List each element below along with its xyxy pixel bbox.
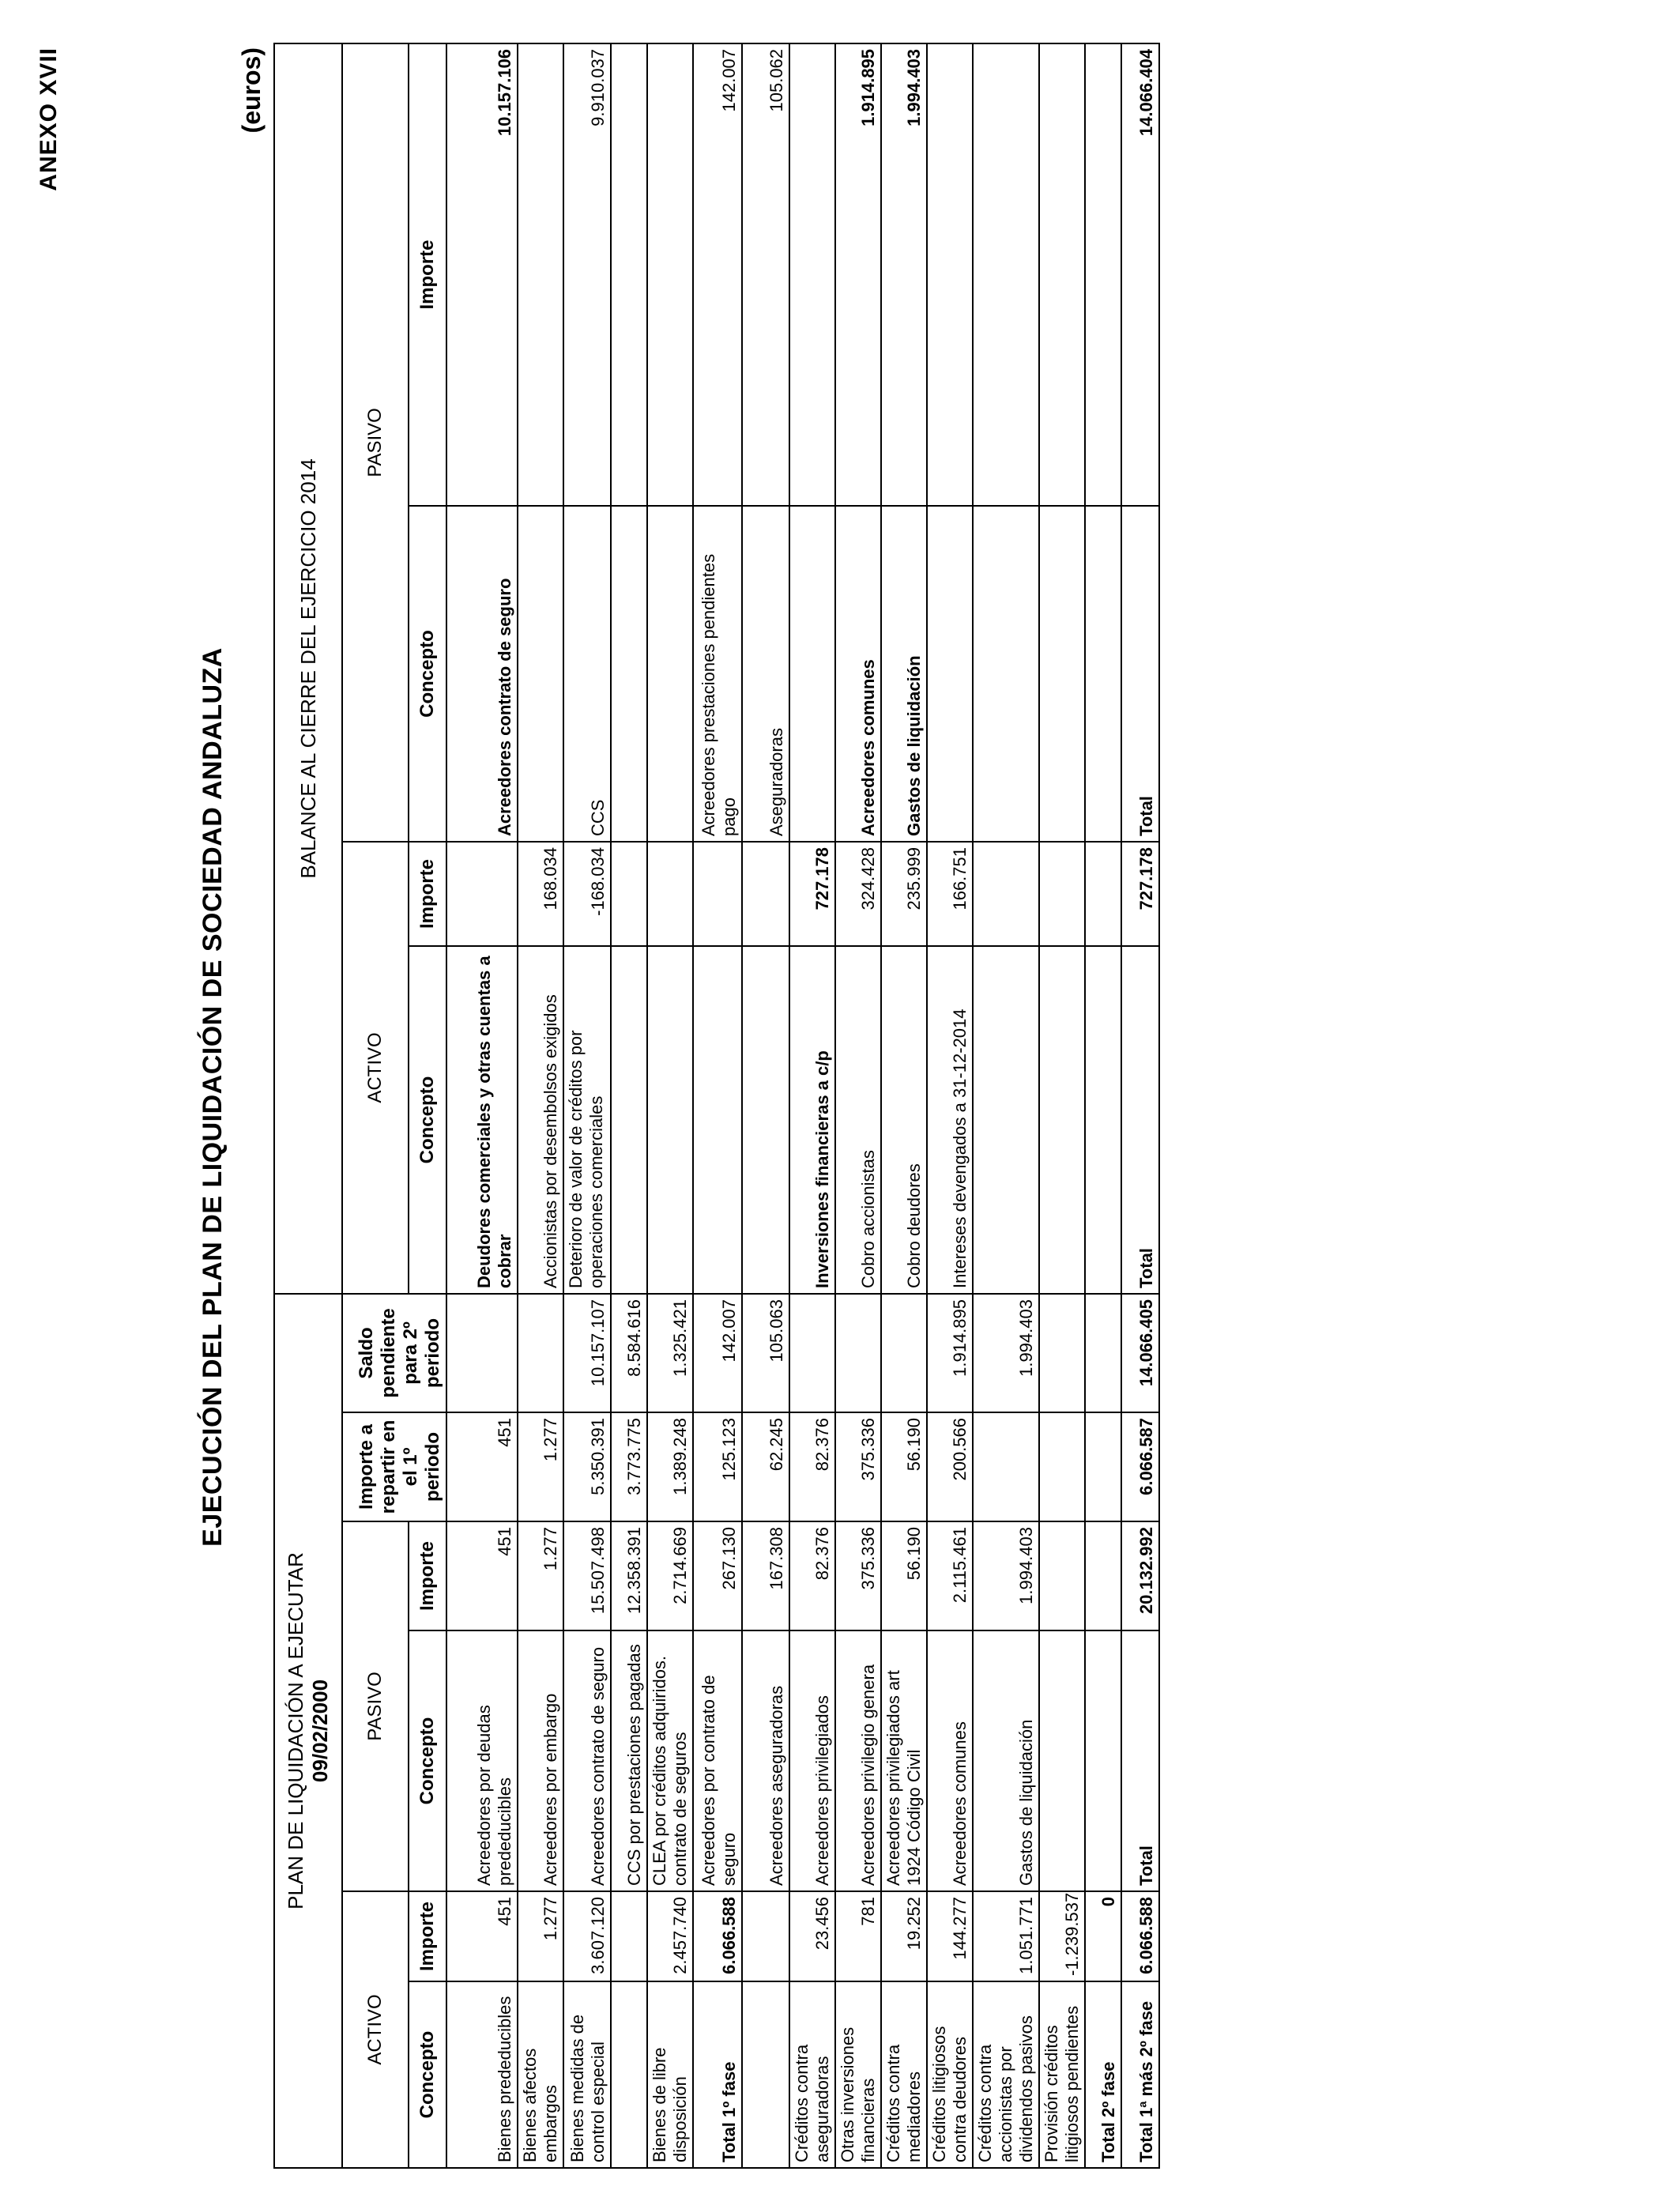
balance-pasivo-concepto-cell — [1039, 506, 1085, 842]
balance-pasivo-concepto-cell: Gastos de liquidación — [881, 506, 927, 842]
balance-pasivo-concepto-cell — [611, 506, 647, 842]
balance-activo-importe-cell — [1085, 842, 1121, 946]
balance-pasivo-importe-cell: 1.994.403 — [881, 43, 927, 506]
plan-pasivo-importe-cell: 1.277 — [518, 1521, 563, 1630]
plan-pasivo-concepto-cell: Acreedores por embargo — [518, 1630, 563, 1891]
table-row — [693, 43, 742, 2168]
plan-activo-importe-cell: 6.066.588 — [693, 1891, 742, 1981]
plan-importe-repartir-cell: 1.389.248 — [647, 1412, 693, 1521]
plan-pasivo-concepto-cell: Acreedores contrato de seguro — [563, 1630, 611, 1891]
balance-pasivo-importe-cell: 9.910.037 — [563, 43, 611, 506]
plan-saldo-pendiente-cell: 105.063 — [742, 1294, 789, 1412]
plan-saldo-pendiente-cell: 10.157.107 — [563, 1294, 611, 1412]
table-row — [927, 43, 973, 2168]
balance-activo-importe-cell: 166.751 — [927, 842, 973, 946]
table-row — [835, 43, 881, 2168]
plan-saldo-pendiente-cell — [518, 1294, 563, 1412]
plan-activo-concepto-cell: Créditos contra mediadores — [881, 1981, 927, 2168]
plan-repartir-header: Importe a repartir en el 1º periodo — [342, 1412, 446, 1521]
balance-section-header: BALANCE AL CIERRE DEL EJERCICIO 2014 — [274, 43, 342, 1294]
plan-activo-concepto-cell: Bienes medidas de control especial — [563, 1981, 611, 2168]
plan-saldo-pendiente-cell: 1.994.403 — [973, 1294, 1039, 1412]
plan-pasivo-importe-header: Importe — [409, 1521, 446, 1630]
plan-pasivo-importe-cell — [1039, 1521, 1085, 1630]
balance-pasivo-concepto-cell: CCS — [563, 506, 611, 842]
plan-activo-concepto-cell: Créditos contra aseguradoras — [789, 1981, 835, 2168]
balance-activo-importe-total-cell: 727.178 — [1121, 842, 1159, 946]
plan-pasivo-concepto-cell — [1085, 1630, 1121, 1891]
balance-activo-concepto-cell: Deterioro de valor de créditos por operaciones comerciales — [563, 946, 611, 1294]
balance-activo-concepto-cell: Cobro accionistas — [835, 946, 881, 1294]
plan-date: 09/02/2000 — [308, 1679, 332, 1783]
plan-title: PLAN DE LIQUIDACIÓN A EJECUTAR — [284, 1552, 307, 1909]
table-row — [647, 43, 693, 2168]
plan-pasivo-concepto-cell: Acreedores comunes — [927, 1630, 973, 1891]
plan-activo-header: ACTIVO — [342, 1891, 409, 2168]
table-body — [446, 43, 1159, 2168]
plan-activo-importe-header: Importe — [409, 1891, 446, 1981]
balance-activo-importe-cell — [611, 842, 647, 946]
balance-pasivo-header: PASIVO — [342, 43, 409, 842]
table-row — [1085, 43, 1121, 2168]
plan-pasivo-importe-cell: 167.308 — [742, 1521, 789, 1630]
plan-pasivo-concepto-cell: Gastos de liquidación — [973, 1630, 1039, 1891]
table-row — [563, 43, 611, 2168]
balance-pasivo-importe-cell: 10.157.106 — [446, 43, 518, 506]
balance-pasivo-importe-cell — [1039, 43, 1085, 506]
plan-importe-repartir-cell: 200.566 — [927, 1412, 973, 1521]
plan-importe-repartir-cell — [973, 1412, 1039, 1521]
balance-activo-concepto-cell — [647, 946, 693, 1294]
balance-pasivo-concepto-cell — [518, 506, 563, 842]
plan-activo-importe-cell — [742, 1891, 789, 1981]
balance-activo-header: ACTIVO — [342, 842, 409, 1294]
balance-pasivo-concepto-total-cell: Total — [1121, 506, 1159, 842]
currency-unit: (euros) — [237, 47, 266, 134]
plan-importe-repartir-cell: 1.277 — [518, 1412, 563, 1521]
balance-activo-importe-cell — [446, 842, 518, 946]
plan-activo-importe-cell: 1.277 — [518, 1891, 563, 1981]
balance-pasivo-concepto-cell — [927, 506, 973, 842]
balance-pasivo-concepto-header: Concepto — [409, 506, 446, 842]
plan-saldo-pendiente-cell: 142.007 — [693, 1294, 742, 1412]
plan-activo-concepto-total-cell: Total 1ª más 2º fase — [1121, 1981, 1159, 2168]
total-row — [1121, 43, 1159, 2168]
balance-pasivo-importe-cell — [789, 43, 835, 506]
plan-saldo-pendiente-cell — [1039, 1294, 1085, 1412]
plan-pasivo-concepto-cell: Acreedores privilegio genera — [835, 1630, 881, 1891]
table-row — [446, 43, 518, 2168]
plan-pasivo-importe-cell: 267.130 — [693, 1521, 742, 1630]
balance-activo-concepto-cell: Accionistas por desembolsos exigidos — [518, 946, 563, 1294]
plan-pasivo-concepto-cell: Acreedores por deudas prededucibles — [446, 1630, 518, 1891]
plan-activo-concepto-cell: Bienes afectos embargos — [518, 1981, 563, 2168]
balance-activo-concepto-cell — [611, 946, 647, 1294]
plan-pasivo-concepto-cell: CCS por prestaciones pagadas — [611, 1630, 647, 1891]
balance-activo-concepto-total-cell: Total — [1121, 946, 1159, 1294]
plan-activo-concepto-cell: Créditos contra accionistas por dividendos pasivos — [973, 1981, 1039, 2168]
plan-pasivo-importe-cell: 15.507.498 — [563, 1521, 611, 1630]
balance-pasivo-importe-cell — [647, 43, 693, 506]
plan-pasivo-importe-cell: 375.336 — [835, 1521, 881, 1630]
plan-pasivo-concepto-cell: Acreedores aseguradoras — [742, 1630, 789, 1891]
balance-pasivo-concepto-cell: Acreedores prestaciones pendientes pago — [693, 506, 742, 842]
plan-activo-importe-total-cell: 6.066.588 — [1121, 1891, 1159, 1981]
plan-activo-importe-cell: 3.607.120 — [563, 1891, 611, 1981]
balance-pasivo-importe-header: Importe — [409, 43, 446, 506]
plan-saldo-pendiente-cell — [881, 1294, 927, 1412]
plan-saldo-pendiente-cell — [789, 1294, 835, 1412]
balance-pasivo-concepto-cell — [973, 506, 1039, 842]
balance-activo-concepto-cell — [1039, 946, 1085, 1294]
plan-pasivo-importe-cell: 1.994.403 — [973, 1521, 1039, 1630]
plan-saldo-pendiente-cell — [446, 1294, 518, 1412]
balance-activo-importe-header: Importe — [409, 842, 446, 946]
plan-activo-concepto-header: Concepto — [409, 1981, 446, 2168]
plan-pasivo-importe-cell: 56.190 — [881, 1521, 927, 1630]
balance-activo-concepto-cell — [742, 946, 789, 1294]
balance-pasivo-concepto-cell: Aseguradoras — [742, 506, 789, 842]
plan-pasivo-concepto-cell: Acreedores privilegiados — [789, 1630, 835, 1891]
table-row — [789, 43, 835, 2168]
document-title: EJECUCIÓN DEL PLAN DE LIQUIDACIÓN DE SOCIEDAD ANDALUZA — [198, 647, 228, 1547]
plan-importe-repartir-cell: 62.245 — [742, 1412, 789, 1521]
plan-saldo-header: Saldo pendiente para 2º periodo — [342, 1294, 446, 1412]
balance-activo-importe-cell: 235.999 — [881, 842, 927, 946]
table-row — [1039, 43, 1085, 2168]
plan-pasivo-concepto-cell: Acreedores por contrato de seguro — [693, 1630, 742, 1891]
balance-activo-importe-cell: 324.428 — [835, 842, 881, 946]
plan-activo-concepto-cell: Bienes prededucibles — [446, 1981, 518, 2168]
plan-activo-importe-cell: 19.252 — [881, 1891, 927, 1981]
balance-activo-importe-cell — [742, 842, 789, 946]
balance-pasivo-concepto-cell: Acreedores comunes — [835, 506, 881, 842]
plan-pasivo-concepto-header: Concepto — [409, 1630, 446, 1891]
plan-saldo-pendiente-cell — [835, 1294, 881, 1412]
balance-activo-concepto-cell: Cobro deudores — [881, 946, 927, 1294]
plan-importe-repartir-total-cell: 6.066.587 — [1121, 1412, 1159, 1521]
plan-activo-importe-cell: 781 — [835, 1891, 881, 1981]
table-row — [881, 43, 927, 2168]
plan-pasivo-concepto-total-cell: Total — [1121, 1630, 1159, 1891]
plan-saldo-pendiente-cell: 8.584.616 — [611, 1294, 647, 1412]
plan-pasivo-concepto-cell: CLEA por créditos adquiridos. contrato de seguros — [647, 1630, 693, 1891]
plan-pasivo-importe-cell: 12.358.391 — [611, 1521, 647, 1630]
table-row — [518, 43, 563, 2168]
plan-importe-repartir-cell — [1085, 1412, 1121, 1521]
plan-activo-concepto-cell: Bienes de libre disposición — [647, 1981, 693, 2168]
plan-importe-repartir-cell: 5.350.391 — [563, 1412, 611, 1521]
plan-pasivo-concepto-cell: Acreedores privilegiados art 1924 Código Civil — [881, 1630, 927, 1891]
plan-pasivo-importe-cell: 2.115.461 — [927, 1521, 973, 1630]
balance-pasivo-importe-cell: 1.914.895 — [835, 43, 881, 506]
plan-saldo-pendiente-cell: 1.914.895 — [927, 1294, 973, 1412]
plan-saldo-pendiente-total-cell: 14.066.405 — [1121, 1294, 1159, 1412]
plan-pasivo-concepto-cell — [1039, 1630, 1085, 1891]
balance-pasivo-concepto-cell: Acreedores contrato de seguro — [446, 506, 518, 842]
plan-importe-repartir-cell: 451 — [446, 1412, 518, 1521]
balance-activo-concepto-cell — [1085, 946, 1121, 1294]
liquidation-table — [273, 43, 1160, 2169]
plan-importe-repartir-cell: 375.336 — [835, 1412, 881, 1521]
plan-importe-repartir-cell — [1039, 1412, 1085, 1521]
plan-pasivo-importe-total-cell: 20.132.992 — [1121, 1521, 1159, 1630]
plan-activo-concepto-cell — [611, 1981, 647, 2168]
plan-pasivo-importe-cell: 2.714.669 — [647, 1521, 693, 1630]
balance-pasivo-importe-cell — [1085, 43, 1121, 506]
plan-pasivo-importe-cell: 82.376 — [789, 1521, 835, 1630]
balance-pasivo-importe-cell: 142.007 — [693, 43, 742, 506]
plan-activo-importe-cell: 2.457.740 — [647, 1891, 693, 1981]
plan-activo-concepto-cell: Créditos litigiosos contra deudores — [927, 1981, 973, 2168]
plan-activo-concepto-cell: Provisión créditos litigiosos pendientes — [1039, 1981, 1085, 2168]
balance-pasivo-importe-total-cell: 14.066.404 — [1121, 43, 1159, 506]
balance-activo-importe-cell: 727.178 — [789, 842, 835, 946]
plan-importe-repartir-cell: 56.190 — [881, 1412, 927, 1521]
table-row — [742, 43, 789, 2168]
plan-pasivo-header: PASIVO — [342, 1521, 409, 1891]
balance-activo-concepto-header: Concepto — [409, 946, 446, 1294]
plan-importe-repartir-cell: 125.123 — [693, 1412, 742, 1521]
balance-pasivo-importe-cell — [973, 43, 1039, 506]
balance-pasivo-importe-cell — [611, 43, 647, 506]
annex-label: ANEXO XVII — [36, 47, 62, 191]
plan-section-header — [274, 1294, 342, 2168]
balance-activo-concepto-cell — [973, 946, 1039, 1294]
balance-activo-concepto-cell: Intereses devengados a 31-12-2014 — [927, 946, 973, 1294]
plan-activo-concepto-cell: Otras inversiones financieras — [835, 1981, 881, 2168]
plan-activo-importe-cell: 144.277 — [927, 1891, 973, 1981]
balance-pasivo-concepto-cell — [789, 506, 835, 842]
plan-activo-concepto-cell: Total 1º fase — [693, 1981, 742, 2168]
plan-pasivo-importe-cell: 451 — [446, 1521, 518, 1630]
balance-activo-importe-cell: 168.034 — [518, 842, 563, 946]
table-row — [973, 43, 1039, 2168]
balance-activo-concepto-cell: Deudores comerciales y otras cuentas a cobrar — [446, 946, 518, 1294]
balance-activo-importe-cell — [973, 842, 1039, 946]
balance-activo-importe-cell — [693, 842, 742, 946]
balance-pasivo-importe-cell: 105.062 — [742, 43, 789, 506]
plan-activo-importe-cell: 451 — [446, 1891, 518, 1981]
balance-activo-concepto-cell: Inversiones financieras a c/p — [789, 946, 835, 1294]
plan-importe-repartir-cell: 3.773.775 — [611, 1412, 647, 1521]
plan-activo-importe-cell: 23.456 — [789, 1891, 835, 1981]
balance-pasivo-concepto-cell — [647, 506, 693, 842]
balance-pasivo-concepto-cell — [1085, 506, 1121, 842]
plan-activo-importe-cell: -1.239.537 — [1039, 1891, 1085, 1981]
plan-importe-repartir-cell: 82.376 — [789, 1412, 835, 1521]
balance-activo-importe-cell — [647, 842, 693, 946]
plan-activo-concepto-cell: Total 2º fase — [1085, 1981, 1121, 2168]
plan-saldo-pendiente-cell: 1.325.421 — [647, 1294, 693, 1412]
balance-activo-concepto-cell — [693, 946, 742, 1294]
balance-pasivo-importe-cell — [927, 43, 973, 506]
plan-activo-concepto-cell — [742, 1981, 789, 2168]
table-row — [611, 43, 647, 2168]
balance-pasivo-importe-cell — [518, 43, 563, 506]
plan-activo-importe-cell: 1.051.771 — [973, 1891, 1039, 1981]
plan-pasivo-importe-cell — [1085, 1521, 1121, 1630]
plan-saldo-pendiente-cell — [1085, 1294, 1121, 1412]
plan-activo-importe-cell: 0 — [1085, 1891, 1121, 1981]
plan-activo-importe-cell — [611, 1891, 647, 1981]
balance-activo-importe-cell — [1039, 842, 1085, 946]
balance-activo-importe-cell: -168.034 — [563, 842, 611, 946]
